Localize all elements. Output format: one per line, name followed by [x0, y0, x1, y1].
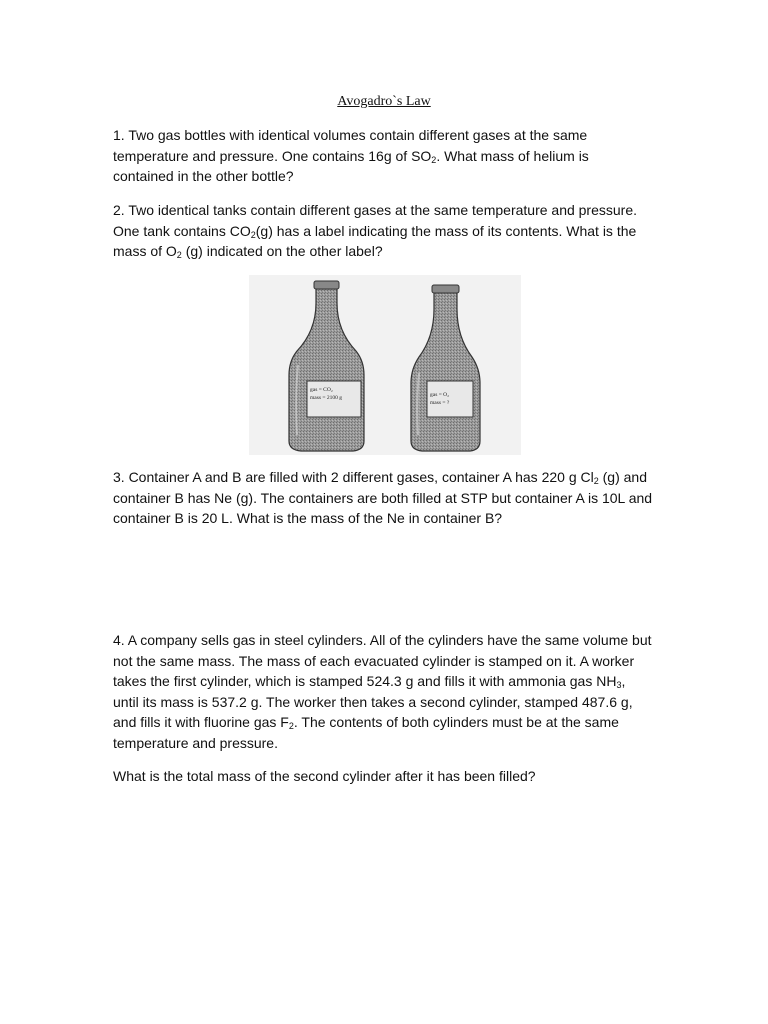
gas-bottles-figure: [249, 275, 521, 455]
question-4: 4. A company sells gas in steel cylinders. All of the cylinders have the same volume but not the same mass. The mass of each evacuated cylinder is stamped on it. A worker takes the first cylinder, which is stamped 524.3 g and fills it with ammonia gas $NH_3$, until its mass is 537.2 g. The worker then takes a second cylinder, stamped 487.6 g, and fills it with fluorine gas $F_2$. The contents of both cylinders must be at the same temperature and pressure.: [113, 632, 652, 751]
question-1: 1. Two gas bottles with identical volumes contain different gases at the same temperature and pressure. One contains 16g of $SO_2$. What mass of helium is contained in the other bottle?: [113, 127, 589, 184]
question-3: 3. Container A and B are filled with 2 different gases, container A has 220 g $Cl_2$ (g) and container B has Ne (g). The containers are both filled at STP but container A is 10L and container B is 20 L. What is the mass of the Ne in container B?: [113, 469, 653, 526]
co2-label-gas: gas = CO₂: [310, 387, 333, 393]
co2-label-mass: mass = 2100 g: [310, 395, 342, 401]
o2-label-gas: gas = O₂: [430, 392, 450, 398]
o2-label-mass: mass = ?: [430, 400, 450, 406]
question-2: 2. Two identical tanks contain different gases at the same temperature and pressure. One tank contains $CO_2(g)$ has a label indicating the mass of its contents. What is the mass of $O_2$ (g) indicated on the other label?: [113, 202, 638, 260]
page-title: Avogadro`s Law: [337, 94, 431, 109]
question-4-followup: What is the total mass of the second cylinder after it has been filled?: [113, 768, 536, 784]
